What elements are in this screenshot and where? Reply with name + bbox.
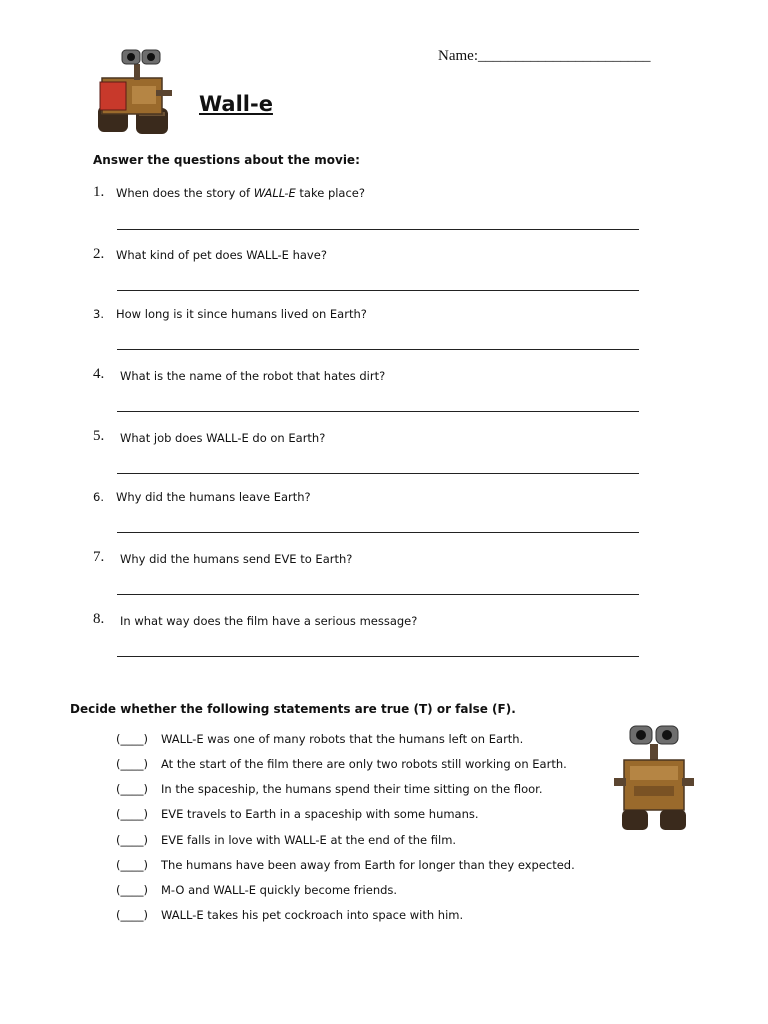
answer-line[interactable] xyxy=(117,229,639,230)
question-text: In what way does the film have a serious message? xyxy=(120,614,418,628)
question-number: 1. xyxy=(93,184,105,200)
true-false-blank[interactable]: (____) xyxy=(116,807,148,821)
question-number: 5. xyxy=(93,428,105,444)
answer-line[interactable] xyxy=(117,290,639,291)
true-false-blank[interactable]: (____) xyxy=(116,883,148,897)
question-number: 7. xyxy=(93,549,105,565)
statement-text: M-O and WALL-E quickly become friends. xyxy=(161,883,398,897)
question-text: Why did the humans leave Earth? xyxy=(116,490,311,504)
statement-text: In the spaceship, the humans spend their time sitting on the floor. xyxy=(161,782,543,796)
question-number: 8. xyxy=(93,611,105,627)
name-field-label: Name:_______________________ xyxy=(438,48,651,64)
answer-line[interactable] xyxy=(117,594,639,595)
answer-line[interactable] xyxy=(117,532,639,533)
answer-line[interactable] xyxy=(117,411,639,412)
question-text: What kind of pet does WALL-E have? xyxy=(116,248,327,262)
statement-text: EVE travels to Earth in a spaceship with some humans. xyxy=(161,807,479,821)
true-false-blank[interactable]: (____) xyxy=(116,757,148,771)
question-number: 3. xyxy=(93,307,104,321)
question-text: When does the story of WALL-E take place? xyxy=(116,186,365,200)
true-false-blank[interactable]: (____) xyxy=(116,782,148,796)
question-text: Why did the humans send EVE to Earth? xyxy=(120,552,353,566)
statement-text: At the start of the film there are only two robots still working on Earth. xyxy=(161,757,567,771)
statement-text: WALL-E takes his pet cockroach into space with him. xyxy=(161,908,464,922)
question-number: 2. xyxy=(93,246,105,262)
section1-instruction: Answer the questions about the movie: xyxy=(93,153,360,167)
wall-e-robot-image xyxy=(92,44,178,140)
true-false-blank[interactable]: (____) xyxy=(116,833,148,847)
question-text: What job does WALL-E do on Earth? xyxy=(120,431,326,445)
statement-text: WALL-E was one of many robots that the humans left on Earth. xyxy=(161,732,524,746)
wall-e-robot-image xyxy=(612,722,698,834)
statement-text: The humans have been away from Earth for longer than they expected. xyxy=(161,858,575,872)
true-false-blank[interactable]: (____) xyxy=(116,908,148,922)
question-number: 6. xyxy=(93,490,104,504)
answer-line[interactable] xyxy=(117,473,639,474)
true-false-blank[interactable]: (____) xyxy=(116,858,148,872)
movie-title-italic: WALL-E xyxy=(253,186,296,200)
answer-line[interactable] xyxy=(117,656,639,657)
page-title: Wall-e xyxy=(199,92,273,116)
question-number: 4. xyxy=(93,366,105,382)
question-text: What is the name of the robot that hates dirt? xyxy=(120,369,386,383)
answer-line[interactable] xyxy=(117,349,639,350)
question-text: How long is it since humans lived on Earth? xyxy=(116,307,367,321)
section2-instruction: Decide whether the following statements are true (T) or false (F). xyxy=(70,702,516,716)
statement-text: EVE falls in love with WALL-E at the end of the film. xyxy=(161,833,457,847)
true-false-blank[interactable]: (____) xyxy=(116,732,148,746)
